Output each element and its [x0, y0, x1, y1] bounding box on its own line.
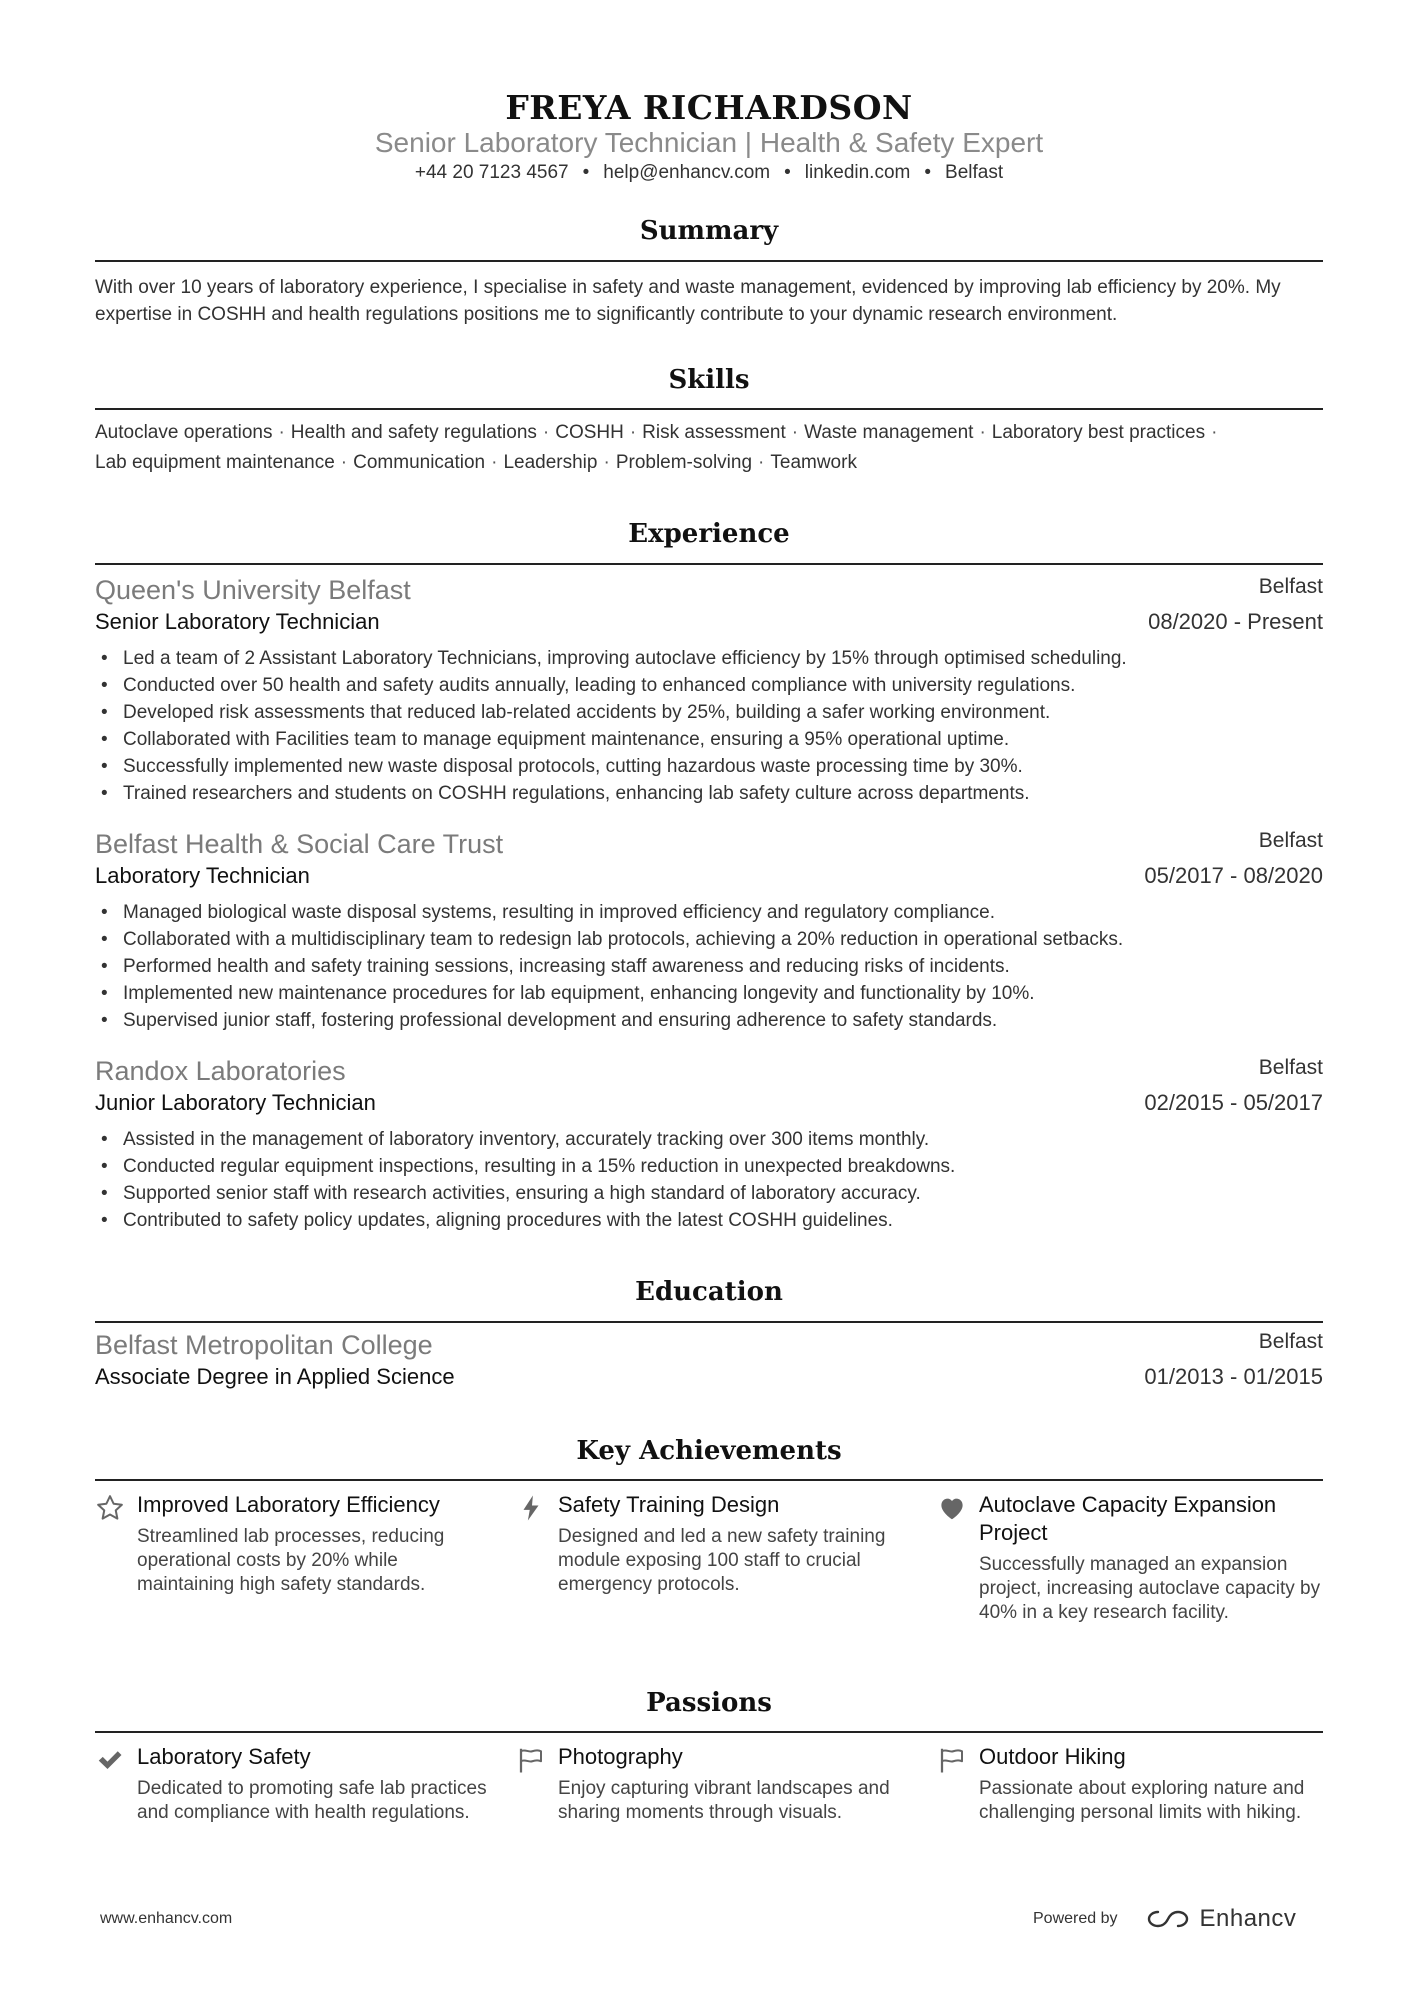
school-location: Belfast: [1258, 1330, 1323, 1353]
list-item: • Supervised junior staff, fostering professional development and ensuring adherence to safety standards.: [95, 1007, 1323, 1034]
skills-list: Autoclave operations · Health and safety regulations · COSHH · Risk assessment · Waste management · Laboratory best practices · Lab equipment maintenance · Communication · Leadership · Problem-solving · Teamwork: [95, 422, 1218, 473]
achievement-title: Safety Training Design: [558, 1492, 780, 1517]
achievement-desc: Successfully managed an expansion project, increasing autoclave capacity by 40% in a key research facility.: [979, 1554, 1321, 1623]
footer-branding[interactable]: [1033, 1905, 1296, 1933]
list-item: • Performed health and safety training sessions, increasing staff awareness and reducing risks of incidents.: [95, 953, 1323, 980]
passion-title: Outdoor Hiking: [979, 1744, 1126, 1769]
passion-title: Photography: [558, 1744, 683, 1769]
checkmark-icon: [95, 1745, 125, 1775]
job-bullets: [95, 645, 1323, 807]
list-item: • Implemented new maintenance procedures for lab equipment, enhancing longevity and functionality by 10%.: [95, 980, 1323, 1007]
job-bullets: [95, 899, 1323, 1034]
enhancv-brand: Enhancv: [1199, 1905, 1297, 1932]
heart-icon: [937, 1493, 967, 1523]
skill-item: COSHH: [555, 422, 624, 443]
skill-item: Waste management: [804, 422, 974, 443]
list-item: • Conducted over 50 health and safety audits annually, leading to enhanced compliance with university regulations.: [95, 672, 1323, 699]
list-item: • Trained researchers and students on COSHH regulations, enhancing lab safety culture across departments.: [95, 780, 1323, 807]
flag-icon: [937, 1745, 967, 1775]
achievement-desc: Designed and led a new safety training module exposing 100 staff to crucial emergency protocols.: [558, 1526, 886, 1595]
section-title-summary: Summary: [639, 216, 779, 246]
list-item: • Led a team of 2 Assistant Laboratory Technicians, improving autoclave efficiency by 15% through optimised scheduling.: [95, 645, 1323, 672]
list-item: • Contributed to safety policy updates, aligning procedures with the latest COSHH guidelines.: [95, 1207, 1323, 1234]
footer-website-link[interactable]: www.enhancv.com: [100, 1910, 233, 1927]
employer-name: Belfast Health & Social Care Trust: [95, 829, 504, 859]
flag-icon: [516, 1745, 546, 1775]
skill-item: Problem-solving: [615, 452, 753, 473]
list-item: • Successfully implemented new waste disposal protocols, cutting hazardous waste processing time by 30%.: [95, 753, 1323, 780]
list-item: • Assisted in the management of laboratory inventory, accurately tracking over 300 items monthly.: [95, 1126, 1323, 1153]
job-title: Senior Laboratory Technician: [95, 609, 380, 634]
achievement-title: Autoclave Capacity Expansion Project: [979, 1492, 1277, 1545]
job-location: Belfast: [1258, 829, 1323, 852]
job-title: Junior Laboratory Technician: [95, 1090, 376, 1115]
skill-item: Lab equipment maintenance: [95, 452, 335, 473]
passion-desc: Dedicated to promoting safe lab practices and compliance with health regulations.: [137, 1778, 487, 1823]
school-name: Belfast Metropolitan College: [95, 1330, 433, 1360]
list-item: • Collaborated with Facilities team to manage equipment maintenance, ensuring a 95% operational uptime.: [95, 726, 1323, 753]
list-item: • Conducted regular equipment inspections, resulting in a 15% reduction in unexpected breakdowns.: [95, 1153, 1323, 1180]
skill-item: Communication: [353, 452, 486, 473]
skill-item: Health and safety regulations: [290, 422, 537, 443]
achievement-desc: Streamlined lab processes, reducing operational costs by 20% while maintaining high safety standards.: [137, 1526, 445, 1595]
passion-desc: Passionate about exploring nature and challenging personal limits with hiking.: [979, 1778, 1305, 1823]
section-title-experience: Experience: [628, 519, 790, 549]
section-title-education: Education: [635, 1277, 783, 1307]
divider: [95, 1731, 1323, 1733]
list-item: • Developed risk assessments that reduced lab-related accidents by 25%, building a safer working environment.: [95, 699, 1323, 726]
enhancv-logo-icon: [1144, 1906, 1192, 1932]
star-icon: [95, 1493, 125, 1523]
achievement-title: Improved Laboratory Efficiency: [137, 1492, 440, 1517]
list-item: • Collaborated with a multidisciplinary team to redesign lab protocols, achieving a 20% reduction in operational setbacks.: [95, 926, 1323, 953]
job-dates: 02/2015 - 05/2017: [1144, 1090, 1323, 1115]
passion-title: Laboratory Safety: [137, 1744, 311, 1769]
skill-item: Teamwork: [770, 452, 857, 473]
divider: [95, 1321, 1323, 1323]
passion-desc: Enjoy capturing vibrant landscapes and sharing moments through visuals.: [558, 1778, 890, 1823]
skill-item: Leadership: [503, 452, 598, 473]
skill-item: Laboratory best practices: [991, 422, 1206, 443]
contact-line: +44 20 7123 4567 • help@enhancv.com • linkedin.com • Belfast: [414, 162, 1004, 183]
skill-item: Autoclave operations: [95, 422, 273, 443]
phone[interactable]: +44 20 7123 4567: [414, 162, 569, 183]
section-title-passions: Passions: [646, 1688, 772, 1718]
job-location: Belfast: [1258, 575, 1323, 598]
degree: Associate Degree in Applied Science: [95, 1364, 455, 1389]
summary-text: With over 10 years of laboratory experience, I specialise in safety and waste management, evidenced by improving lab efficiency by 20%. My expertise in COSHH and health regulations positions me to significantly contribute to your dynamic research environment.: [95, 277, 1281, 325]
candidate-headline: Senior Laboratory Technician | Health & Safety Expert: [374, 127, 1044, 158]
candidate-name: FREYA RICHARDSON: [505, 88, 913, 127]
divider: [95, 408, 1323, 410]
location: Belfast: [945, 162, 1004, 183]
divider: [95, 260, 1323, 262]
job-dates: 05/2017 - 08/2020: [1144, 863, 1323, 888]
list-item: • Supported senior staff with research activities, ensuring a high standard of laboratory accuracy.: [95, 1180, 1323, 1207]
job-title: Laboratory Technician: [95, 863, 310, 888]
list-item: • Managed biological waste disposal systems, resulting in improved efficiency and regulatory compliance.: [95, 899, 1323, 926]
job-dates: 08/2020 - Present: [1148, 609, 1323, 634]
section-title-skills: Skills: [668, 365, 750, 395]
job-location: Belfast: [1258, 1056, 1323, 1079]
email[interactable]: help@enhancv.com: [603, 162, 771, 183]
divider: [95, 563, 1323, 565]
job-bullets: [95, 1126, 1323, 1234]
linkedin-link[interactable]: linkedin.com: [804, 162, 911, 183]
education-dates: 01/2013 - 01/2015: [1144, 1364, 1323, 1389]
section-title-achievements: Key Achievements: [576, 1436, 842, 1466]
employer-name: Randox Laboratories: [95, 1056, 346, 1086]
powered-by-label: Powered by: [1033, 1910, 1118, 1927]
skill-item: Risk assessment: [642, 422, 786, 443]
employer-name: Queen's University Belfast: [95, 575, 411, 605]
divider: [95, 1479, 1323, 1481]
lightning-icon: [516, 1493, 546, 1523]
